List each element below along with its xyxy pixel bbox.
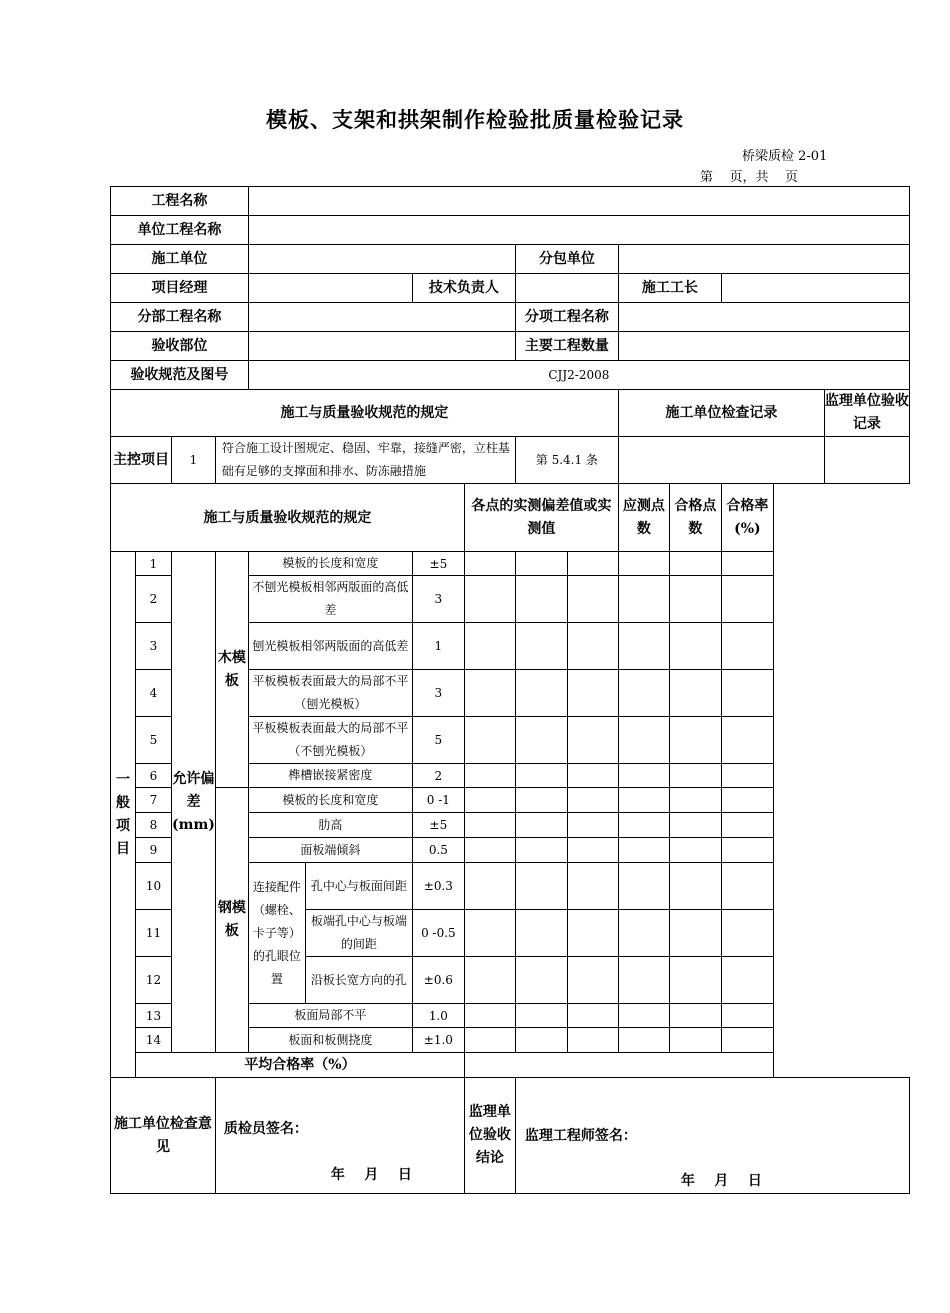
point-cell[interactable] <box>515 863 567 910</box>
pass-cell[interactable] <box>669 670 721 717</box>
pass-cell[interactable] <box>669 957 721 1004</box>
row-item: 不刨光模板相邻两版面的高低差 <box>248 576 412 623</box>
engineer-sign-area[interactable] <box>515 1078 909 1194</box>
row-item: 板端孔中心与板端的间距 <box>305 910 412 957</box>
row-no: 1 <box>136 552 172 576</box>
project-name-label: 工程名称 <box>111 187 249 216</box>
point-cell[interactable] <box>567 813 618 838</box>
count-cell[interactable] <box>618 863 669 910</box>
point-cell[interactable] <box>464 552 515 576</box>
point-cell[interactable] <box>464 813 515 838</box>
point-cell[interactable] <box>464 838 515 863</box>
rate-cell[interactable] <box>721 788 773 813</box>
point-cell[interactable] <box>567 623 618 670</box>
general-spec-header: 施工与质量验收规范的规定 <box>111 484 465 552</box>
rate-header: 合格率(%) <box>721 484 773 552</box>
form-table <box>110 186 910 1194</box>
page-title: 模板、支架和拱架制作检验批质量检验记录 <box>266 107 684 132</box>
point-cell[interactable] <box>464 576 515 623</box>
point-cell[interactable] <box>515 838 567 863</box>
row-no: 7 <box>136 788 172 813</box>
point-cell[interactable] <box>464 957 515 1004</box>
point-cell[interactable] <box>464 623 515 670</box>
point-cell[interactable] <box>464 1004 515 1028</box>
rate-cell[interactable] <box>721 838 773 863</box>
point-cell[interactable] <box>567 863 618 910</box>
tech-lead-label: 技术负责人 <box>412 274 515 303</box>
rate-cell[interactable] <box>721 1028 773 1053</box>
row-no: 2 <box>136 576 172 623</box>
rate-cell[interactable] <box>721 623 773 670</box>
point-cell[interactable] <box>567 552 618 576</box>
rate-cell[interactable] <box>721 957 773 1004</box>
row-tolerance: 3 <box>412 576 464 623</box>
point-cell[interactable] <box>515 670 567 717</box>
general-group-label: 一般项目 <box>111 552 136 1078</box>
point-cell[interactable] <box>515 576 567 623</box>
point-cell[interactable] <box>515 1028 567 1053</box>
pass-cell[interactable] <box>669 1028 721 1053</box>
row-item: 板面和板侧挠度 <box>248 1028 412 1053</box>
point-cell[interactable] <box>567 1028 618 1053</box>
row-item: 模板的长度和宽度 <box>248 552 412 576</box>
rate-cell[interactable] <box>721 717 773 764</box>
count-cell[interactable] <box>618 764 669 788</box>
point-cell[interactable] <box>567 788 618 813</box>
main-quantity-field[interactable] <box>618 332 909 361</box>
row-tolerance: ±5 <box>412 552 464 576</box>
point-cell[interactable] <box>464 670 515 717</box>
steel-formwork-label: 钢模板 <box>215 788 248 1053</box>
tech-lead-field[interactable] <box>515 274 618 303</box>
row-no: 6 <box>136 764 172 788</box>
project-manager-field[interactable] <box>248 274 412 303</box>
inspection-form <box>110 186 910 1194</box>
rate-cell[interactable] <box>721 863 773 910</box>
row-tolerance: 3 <box>412 670 464 717</box>
pass-cell[interactable] <box>669 552 721 576</box>
standard-label: 验收规范及图号 <box>111 361 249 390</box>
row-item: 刨光模板相邻两版面的高低差 <box>248 623 412 670</box>
rate-cell[interactable] <box>721 1004 773 1028</box>
rate-cell[interactable] <box>721 552 773 576</box>
point-cell[interactable] <box>567 910 618 957</box>
subitem-name-label: 分项工程名称 <box>515 303 618 332</box>
count-cell[interactable] <box>618 910 669 957</box>
row-tolerance: ±5 <box>412 813 464 838</box>
supervisor-conclusion-label: 监理单位验收结论 <box>464 1078 515 1194</box>
count-cell[interactable] <box>618 623 669 670</box>
pass-cell[interactable] <box>669 623 721 670</box>
unit-project-label: 单位工程名称 <box>111 216 249 245</box>
point-cell[interactable] <box>567 670 618 717</box>
main-control-clause: 第 5.4.1 条 <box>515 437 618 484</box>
division-name-field[interactable] <box>248 303 515 332</box>
project-name-field[interactable] <box>248 187 909 216</box>
unit-project-field[interactable] <box>248 216 909 245</box>
engineer-sign-date: 年 月 日 <box>680 1173 762 1189</box>
row-no: 8 <box>136 813 172 838</box>
point-cell[interactable] <box>464 1028 515 1053</box>
row-item: 沿板长宽方向的孔 <box>305 957 412 1004</box>
page-number: 第 页，共 页 <box>700 170 799 185</box>
rate-cell[interactable] <box>721 670 773 717</box>
row-no: 13 <box>136 1004 172 1028</box>
project-manager-label: 项目经理 <box>111 274 249 303</box>
main-control-no: 1 <box>172 437 216 484</box>
pass-cell[interactable] <box>669 717 721 764</box>
row-tolerance: 5 <box>412 717 464 764</box>
row-tolerance: 0 -1 <box>412 788 464 813</box>
row-item: 模板的长度和宽度 <box>248 788 412 813</box>
main-quantity-label: 主要工程数量 <box>515 332 618 361</box>
count-cell[interactable] <box>618 957 669 1004</box>
pass-cell[interactable] <box>669 576 721 623</box>
count-cell[interactable] <box>618 670 669 717</box>
row-item: 板面局部不平 <box>248 1004 412 1028</box>
pass-cell[interactable] <box>669 1004 721 1028</box>
row-item: 平板模板表面最大的局部不平（不刨光模板） <box>248 717 412 764</box>
row-item: 平板模板表面最大的局部不平（刨光模板） <box>248 670 412 717</box>
row-tolerance: ±1.0 <box>412 1028 464 1053</box>
point-cell[interactable] <box>515 957 567 1004</box>
main-check-header: 施工单位检查记录 <box>618 390 824 437</box>
form-code: 桥梁质检 2-01 <box>742 149 828 164</box>
row-item: 榫槽嵌接紧密度 <box>248 764 412 788</box>
point-cell[interactable] <box>515 764 567 788</box>
point-cell[interactable] <box>567 764 618 788</box>
point-cell[interactable] <box>567 838 618 863</box>
inspector-sign-label: 质检员签名： <box>223 1121 308 1137</box>
construction-unit-label: 施工单位 <box>111 245 249 274</box>
point-cell[interactable] <box>515 717 567 764</box>
row-no: 9 <box>136 838 172 863</box>
acceptance-part-label: 验收部位 <box>111 332 249 361</box>
row-tolerance: 0 -0.5 <box>412 910 464 957</box>
row-tolerance: 2 <box>412 764 464 788</box>
point-cell[interactable] <box>515 1004 567 1028</box>
point-cell[interactable] <box>464 910 515 957</box>
pass-cell[interactable] <box>669 910 721 957</box>
pass-cell[interactable] <box>669 788 721 813</box>
point-cell[interactable] <box>567 957 618 1004</box>
point-cell[interactable] <box>515 623 567 670</box>
avg-rate-value[interactable] <box>464 1053 773 1078</box>
row-no: 12 <box>136 957 172 1004</box>
point-cell[interactable] <box>515 552 567 576</box>
foreman-label: 施工工长 <box>618 274 721 303</box>
inspector-sign-date: 年 月 日 <box>330 1167 412 1183</box>
count-cell[interactable] <box>618 552 669 576</box>
division-name-label: 分部工程名称 <box>111 303 249 332</box>
standard-value: CJJ2-2008 <box>248 361 909 390</box>
construction-unit-field[interactable] <box>248 245 515 274</box>
point-cell[interactable] <box>567 717 618 764</box>
point-cell[interactable] <box>464 717 515 764</box>
pass-cell[interactable] <box>669 838 721 863</box>
count-cell[interactable] <box>618 1004 669 1028</box>
row-tolerance: 0.5 <box>412 838 464 863</box>
rate-cell[interactable] <box>721 764 773 788</box>
row-no: 5 <box>136 717 172 764</box>
general-rows <box>111 552 910 1078</box>
count-cell[interactable] <box>618 788 669 813</box>
acceptance-part-field[interactable] <box>248 332 515 361</box>
row-item: 肋高 <box>248 813 412 838</box>
row-no: 14 <box>136 1028 172 1053</box>
row-tolerance: ±0.3 <box>412 863 464 910</box>
inspector-sign-area[interactable] <box>215 1078 464 1194</box>
point-cell[interactable] <box>567 1004 618 1028</box>
subitem-name-field[interactable] <box>618 303 909 332</box>
row-item: 面板端倾斜 <box>248 838 412 863</box>
row-no: 11 <box>136 910 172 957</box>
subcontract-unit-label: 分包单位 <box>515 245 618 274</box>
main-supervisor-header: 监理单位验收记录 <box>824 390 909 437</box>
avg-rate-label: 平均合格率（%） <box>136 1053 465 1078</box>
connector-label: 连接配件（螺栓、卡子等）的孔眼位置 <box>248 863 305 1004</box>
point-cell[interactable] <box>515 788 567 813</box>
row-item: 孔中心与板面间距 <box>305 863 412 910</box>
pass-header: 合格点数 <box>669 484 721 552</box>
rate-cell[interactable] <box>721 576 773 623</box>
count-cell[interactable] <box>618 576 669 623</box>
row-tolerance: 1.0 <box>412 1004 464 1028</box>
engineer-sign-label: 监理工程师签名： <box>524 1128 637 1144</box>
point-cell[interactable] <box>464 764 515 788</box>
row-no: 3 <box>136 623 172 670</box>
point-cell[interactable] <box>464 788 515 813</box>
count-cell[interactable] <box>618 717 669 764</box>
point-cell[interactable] <box>515 813 567 838</box>
subcontract-unit-field[interactable] <box>618 245 909 274</box>
count-header: 应测点数 <box>618 484 669 552</box>
wood-formwork-label: 木模板 <box>215 552 248 788</box>
main-control-check[interactable] <box>618 437 824 484</box>
row-no: 4 <box>136 670 172 717</box>
count-cell[interactable] <box>618 1028 669 1053</box>
main-control-label: 主控项目 <box>111 437 172 484</box>
main-control-text: 符合施工设计图规定、稳固、牢靠，接缝严密，立柱基础有足够的支撑面和排水、防冻融措施 <box>215 437 515 484</box>
point-cell[interactable] <box>464 863 515 910</box>
rate-cell[interactable] <box>721 910 773 957</box>
foreman-field[interactable] <box>721 274 909 303</box>
construction-opinion-label: 施工单位检查意见 <box>111 1078 216 1194</box>
row-no: 10 <box>136 863 172 910</box>
rate-cell[interactable] <box>721 813 773 838</box>
point-cell[interactable] <box>567 576 618 623</box>
count-cell[interactable] <box>618 838 669 863</box>
point-cell[interactable] <box>515 910 567 957</box>
pass-cell[interactable] <box>669 764 721 788</box>
row-tolerance: 1 <box>412 623 464 670</box>
points-header: 各点的实测偏差值或实测值 <box>464 484 618 552</box>
allow-deviation-label: 允许偏差(mm) <box>172 552 216 1053</box>
main-control-supervisor[interactable] <box>824 437 909 484</box>
row-tolerance: ±0.6 <box>412 957 464 1004</box>
main-spec-header: 施工与质量验收规范的规定 <box>111 390 619 437</box>
pass-cell[interactable] <box>669 863 721 910</box>
pass-cell[interactable] <box>669 813 721 838</box>
right-blank <box>773 484 909 552</box>
count-cell[interactable] <box>618 813 669 838</box>
